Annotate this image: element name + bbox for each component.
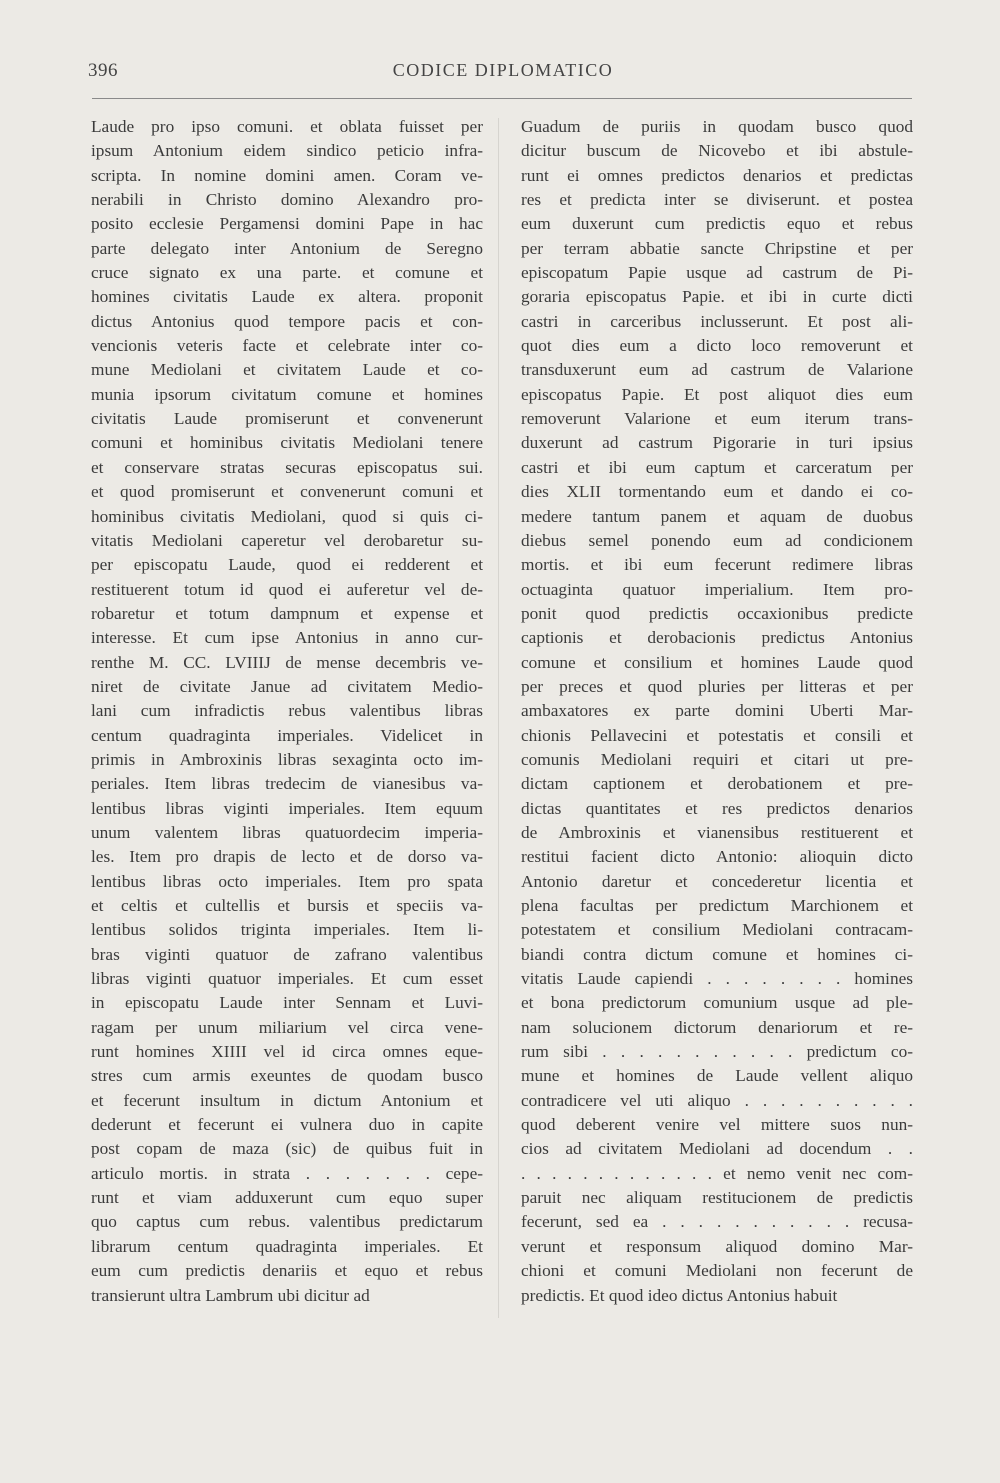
- text-line: scripta. In nomine domini amen. Coram ve-: [91, 165, 483, 185]
- text-line: vencionis veteris facte et celebrate inter co-: [91, 336, 483, 356]
- text-line: nerabili in Christo domino Alexandro pro-: [91, 190, 483, 210]
- text-line: paruit nec aliquam restitucionem de predictis: [521, 1188, 913, 1208]
- text-line: mune et homines de Laude vellent aliquo: [521, 1066, 913, 1086]
- text-line: plena facultas per predictum Marchionem et: [521, 896, 913, 915]
- text-line: unum valentem libras quatuordecim imperia-: [91, 822, 483, 842]
- text-line: episcopatus Papie. Et post aliquot dies eum: [521, 384, 913, 404]
- text-line: post copam de maza (sic) de quibus fuit in: [91, 1139, 483, 1159]
- text-line: goraria episcopatus Papie. et ibi in curte dicti: [521, 287, 913, 307]
- text-line: interesse. Et cum ipse Antonius in anno cur-: [91, 628, 483, 648]
- text-line: duxerunt ad castrum Pigorarie in turi ipsius: [521, 433, 913, 453]
- text-line: niret de civitate Janue ad civitatem Medio-: [91, 676, 483, 696]
- text-line: cruce signato ex una parte. et comune et: [91, 263, 483, 283]
- text-line: eum cum predictis denariis et equo et rebus: [91, 1261, 483, 1281]
- text-line: quo captus cum rebus. valentibus predictarum: [91, 1212, 483, 1232]
- text-line: dictam captionem et derobationem et pre-: [521, 774, 913, 794]
- text-line: per terram abbatie sancte Chripstine et per: [521, 238, 913, 258]
- text-line: dictas quantitates et res predictos denarios: [521, 798, 913, 818]
- text-line: lentibus libras viginti imperiales. Item equum: [91, 798, 483, 818]
- text-line: ambaxatores ex parte domini Uberti Mar-: [521, 701, 913, 721]
- text-line: dederunt et fecerunt ei vulnera duo in capite: [91, 1115, 483, 1135]
- text-line: castri in carceribus inclusserunt. Et post ali-: [521, 311, 913, 331]
- text-line: quod deberent venire vel mittere suos nun-: [521, 1115, 913, 1135]
- text-line: restituerent totum id quod ei auferetur vel de-: [91, 579, 483, 599]
- text-line: et conservare stratas securas episcopatus sui.: [91, 457, 483, 477]
- text-line: transduxerunt eum ad castrum de Valarione: [521, 360, 913, 380]
- text-line: nam solucionem dictorum denariorum et re-: [521, 1017, 913, 1037]
- text-line: homines civitatis Laude ex altera. proponit: [91, 287, 483, 307]
- text-line: bras viginti quatuor de zafrano valentibus: [91, 944, 483, 964]
- text-line: primis in Ambroxinis libras sexaginta octo im-: [91, 749, 483, 769]
- text-line: munia ipsorum civitatum comune et homines: [91, 384, 483, 404]
- text-line: potestatem et consilium Mediolani contracam-: [521, 920, 913, 940]
- text-line: ipsum Antonium eidem sindico peticio infra-: [91, 141, 483, 161]
- text-line: comunis Mediolani requiri et citari ut pre-: [521, 749, 913, 769]
- text-line: civitatis Laude promiserunt et convenerunt: [91, 409, 483, 429]
- page-number: 396: [88, 60, 118, 81]
- text-line: dicitur buscum de Nicovebo et ibi abstule-: [521, 141, 913, 161]
- text-line: rum sibi . . . . . . . . . . . predictum co-: [521, 1042, 913, 1062]
- text-line: robaretur et totum dampnum et expense et: [91, 603, 483, 623]
- text-line: posito ecclesie Pergamensi domini Pape in hac: [91, 214, 483, 234]
- text-line: articulo mortis. in strata . . . . . . . cepe-: [91, 1163, 483, 1183]
- text-line: librarum centum quadraginta imperiales. Et: [91, 1236, 483, 1256]
- text-line: dictus Antonius quod tempore pacis et con-: [91, 311, 483, 331]
- text-line: et celtis et cultellis et bursis et speciis va-: [91, 896, 483, 915]
- text-line: comune et consilium et homines Laude quod: [521, 652, 913, 672]
- text-line: chionis Pellavecini et potestatis et consili et: [521, 725, 913, 745]
- text-line: runt ei omnes predictos denarios et predictas: [521, 165, 913, 185]
- text-line: . . . . . . . . . . . . . et nemo venit nec com-: [521, 1163, 913, 1183]
- text-line: les. Item pro drapis de lecto et de dorso va-: [91, 847, 483, 867]
- text-line: verunt et responsum aliquod domino Mar-: [521, 1236, 913, 1256]
- text-line: lentibus libras octo imperiales. Item pro spata: [91, 871, 483, 891]
- text-line: runt et viam adduxerunt cum equo super: [91, 1188, 483, 1208]
- text-line: eum duxerunt cum predictis equo et rebus: [521, 214, 913, 234]
- text-line: castri et ibi eum captum et carceratum per: [521, 457, 913, 477]
- text-line: lani cum infradictis rebus valentibus libras: [91, 701, 483, 721]
- text-line: contradicere vel uti aliquo . . . . . . . . . .: [521, 1090, 913, 1110]
- text-line: biandi contra dictum comune et homines ci-: [521, 944, 913, 964]
- text-line: medere tantum panem et aquam de duobus: [521, 506, 913, 526]
- text-line: ragam per unum miliarium vel circa vene-: [91, 1017, 483, 1037]
- text-line: comuni et hominibus civitatis Mediolani tenere: [91, 433, 483, 453]
- text-line: de Ambroxinis et vianensibus restituerent et: [521, 822, 913, 842]
- text-line: octuaginta quatuor imperialium. Item pro-: [521, 579, 913, 599]
- text-line: per episcopatu Laude, quod ei redderent et: [91, 555, 483, 575]
- text-line: chioni et comuni Mediolani non fecerunt de: [521, 1261, 913, 1281]
- text-line: predictis. Et quod ideo dictus Antonius habuit: [521, 1285, 838, 1305]
- text-line: vitatis Mediolani caperetur vel derobaretur su-: [91, 530, 483, 550]
- text-line: cios ad civitatem Mediolani ad docendum . .: [521, 1139, 913, 1159]
- text-line: et quod promiserunt et convenerunt comuni et: [91, 482, 483, 502]
- column-divider: [498, 118, 499, 1318]
- right-text-column: [521, 115, 913, 1308]
- text-line: periales. Item libras tredecim de vianesibus va-: [91, 774, 483, 794]
- text-line: transierunt ultra Lambrum ubi dicitur ad: [91, 1285, 370, 1305]
- left-text-column: [91, 115, 483, 1308]
- page-header: [88, 60, 918, 88]
- text-line: Guadum de puriis in quodam busco quod: [521, 117, 913, 136]
- text-line: hominibus civitatis Mediolani, quod si quis ci-: [91, 506, 483, 526]
- text-line: mortis. et ibi eum fecerunt redimere libras: [521, 555, 913, 575]
- text-line: et fecerunt insultum in dictum Antonium et: [91, 1090, 483, 1110]
- text-line: in episcopatu Laude inter Sennam et Luvi-: [91, 993, 483, 1013]
- text-line: quot dies eum a dicto loco removerunt et: [521, 336, 913, 356]
- text-line: centum quadraginta imperiales. Videlicet in: [91, 725, 483, 745]
- text-line: captionis et derobacionis predictus Antonius: [521, 628, 913, 648]
- text-line: ponit quod predictis occaxionibus predicte: [521, 603, 913, 623]
- text-line: Laude pro ipso comuni. et oblata fuisset per: [91, 117, 483, 136]
- text-line: libras viginti quatuor imperiales. Et cum esset: [91, 969, 483, 989]
- text-line: mune Mediolani et civitatem Laude et co-: [91, 360, 483, 380]
- text-line: diebus semel ponendo eum ad condicionem: [521, 530, 913, 550]
- text-line: Antonio daretur et concederetur licentia et: [521, 871, 913, 891]
- running-title: CODICE DIPLOMATICO: [392, 60, 614, 80]
- text-line: runt homines XIIII vel id circa omnes eque-: [91, 1042, 483, 1062]
- text-line: vitatis Laude capiendi . . . . . . . . homines: [521, 969, 913, 989]
- text-line: per preces et quod pluries per litteras et per: [521, 676, 913, 696]
- text-line: fecerunt, sed ea . . . . . . . . . . . recusa-: [521, 1212, 913, 1232]
- text-line: dies XLII tormentando eum et dando ei co-: [521, 482, 913, 502]
- text-line: et bona predictorum comunium usque ad ple-: [521, 993, 913, 1013]
- text-line: restitui facient dicto Antonio: alioquin dicto: [521, 847, 913, 867]
- text-line: removerunt Valarione et eum iterum trans-: [521, 409, 913, 429]
- text-line: stres cum armis exeuntes de quodam busco: [91, 1066, 483, 1086]
- text-line: episcopatum Papie usque ad castrum de Pi-: [521, 263, 913, 283]
- header-rule: [92, 98, 912, 99]
- text-line: res et predicta inter se diviserunt. et postea: [521, 190, 913, 210]
- text-line: lentibus solidos triginta imperiales. Item li-: [91, 920, 483, 940]
- text-line: parte delegato inter Antonium de Seregno: [91, 238, 483, 258]
- text-line: renthe M. CC. LVIIIJ de mense decembris ve-: [91, 652, 483, 672]
